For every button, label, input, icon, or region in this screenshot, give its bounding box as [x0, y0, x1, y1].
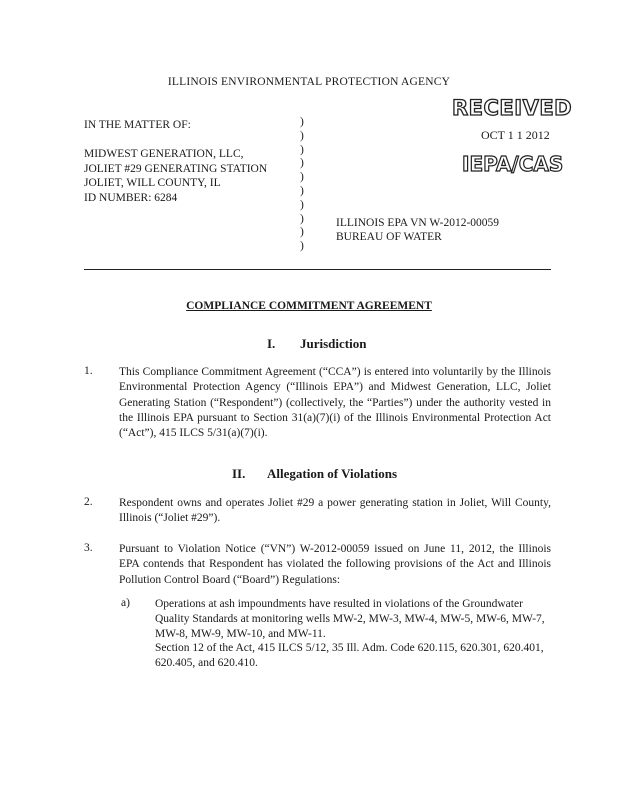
- respondent-line: JOLIET #29 GENERATING STATION: [84, 162, 268, 175]
- paren: ): [300, 226, 304, 239]
- caption-divider: [84, 269, 551, 270]
- subitem-text: [155, 597, 551, 671]
- paren: ): [300, 171, 304, 184]
- vn-number: ILLINOIS EPA VN W-2012-00059: [336, 217, 500, 229]
- agency-header: ILLINOIS ENVIRONMENTAL PROTECTION AGENCY: [167, 76, 451, 88]
- received-stamp-date: OCT 1 1 2012: [481, 128, 550, 142]
- subitem-line: Operations at ash impoundments have resulted in violations of the Groundwater Quality Standards at monitoring wells MW-2, MW-3, MW-4, MW-5, MW-6, MW-7, MW-8, MW-9, MW-10, and MW-11.: [155, 598, 545, 640]
- paragraph-number: 1.: [84, 365, 93, 377]
- paren: ): [300, 129, 304, 142]
- paragraph-number: 2.: [84, 496, 93, 508]
- respondent-line: JOLIET, WILL COUNTY, IL: [84, 177, 221, 189]
- paren: ): [300, 212, 304, 225]
- received-stamp: RECEIVED: [452, 96, 573, 120]
- subitem-line: Section 12 of the Act, 415 ILCS 5/12, 35 Ill. Adm. Code 620.115, 620.301, 620.401, 620.405, and 620.410.: [155, 642, 544, 670]
- caption-parentheses: [300, 116, 304, 254]
- paren: ): [300, 116, 304, 128]
- paren: ): [300, 157, 304, 170]
- paren: ): [300, 198, 304, 211]
- section-numeral: I.: [267, 336, 276, 351]
- section-heading-allegations: Allegation of Violations: [267, 466, 398, 481]
- section-numeral: II.: [232, 466, 246, 481]
- paragraph-violation-notice: Pursuant to Violation Notice (“VN”) W-2012-00059 issued on June 11, 2012, the Illinois EPA contends that Respondent has violated the following provisions of the Act and Illinois Pollution Control Board (“Board”) Regulations:: [119, 543, 551, 586]
- respondent-line: ID NUMBER: 6284: [84, 191, 178, 204]
- vn-block: [336, 217, 499, 244]
- paren: ): [300, 184, 304, 197]
- received-stamp-office: IEPA/CAS: [462, 152, 564, 176]
- paren: ): [300, 240, 304, 253]
- bureau: BUREAU OF WATER: [336, 230, 442, 243]
- in-the-matter-of: IN THE MATTER OF:: [84, 119, 191, 131]
- subitem-label: a): [121, 597, 130, 609]
- respondent-block: [84, 147, 267, 205]
- paragraph-number: 3.: [84, 542, 93, 554]
- section-heading-jurisdiction: Jurisdiction: [300, 336, 367, 351]
- paren: ): [300, 143, 304, 156]
- paragraph-ownership: Respondent owns and operates Joliet #29 a power generating station in Joliet, Will County, Illinois (“Joliet #29”).: [119, 497, 551, 525]
- document-title: COMPLIANCE COMMITMENT AGREEMENT: [186, 300, 432, 312]
- paragraph-jurisdiction: This Compliance Commitment Agreement (“CCA”) is entered into voluntarily by the Illinois Environmental Protection Agency (“Illinois EPA”) and Midwest Generation, LLC, Joliet Generating Station (“Respondent”) (collectively, the “Parties”) under the authority vested in the Illinois EPA pursuant to Section 31(a)(7)(i) of the Illinois Environmental Protection Act (“Act”), 415 ILCS 5/31(a)(7)(i).: [119, 366, 551, 440]
- respondent-line: MIDWEST GENERATION, LLC,: [84, 148, 244, 160]
